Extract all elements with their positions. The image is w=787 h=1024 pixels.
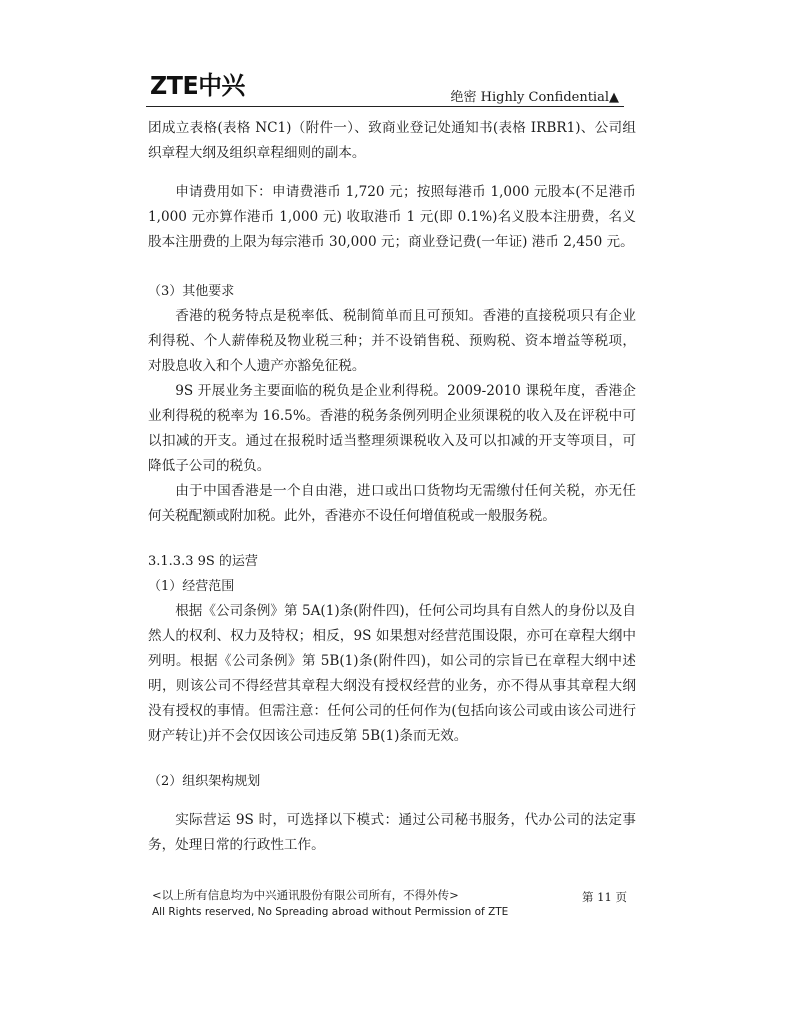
footer-notice-chinese: <以上所有信息均为中兴通讯股份有限公司所有，不得外传> bbox=[152, 888, 459, 902]
footer-notice-english: All Rights reserved, No Spreading abroad without Permission of ZTE bbox=[152, 906, 509, 918]
paragraph-tax-features: 香港的税务特点是税率低、税制简单而且可预知。香港的直接税项只有企业利得税、个人薪俸税及物业税三种；并不设销售税、预购税、资本增益等税项，对股息收入和个人遗产亦豁免征税。 bbox=[148, 308, 636, 374]
document-body bbox=[148, 116, 636, 858]
section-heading-operations: 3.1.3.3 9S 的运营 bbox=[148, 554, 258, 569]
paragraph-free-port: 由于中国香港是一个自由港，进口或出口货物均无需缴付任何关税，亦无任何关税配额或附加税。此外，香港亦不设任何增值税或一般服务税。 bbox=[148, 483, 636, 524]
paragraph-company-secretary: 实际营运 9S 时，可选择以下模式：通过公司秘书服务，代办公司的法定事务，处理日常的行政性工作。 bbox=[148, 812, 636, 853]
page-number: 第 11 页 bbox=[582, 890, 627, 904]
paragraph-profits-tax: 9S 开展业务主要面临的税负是企业利得税。2009-2010 课税年度，香港企业利得税的税率为 16.5%。香港的税务条例列明企业须课税的收入及在评税中可以扣减的开支。通过在报税时适当整理须课税收入及可以扣减的开支等项目，可降低子公司的税负。 bbox=[148, 383, 636, 474]
zte-logo: ZTE中兴 bbox=[150, 71, 245, 100]
section-heading-organization-structure: （2）组织架构规划 bbox=[148, 774, 261, 789]
section-heading-other-requirements: （3）其他要求 bbox=[148, 284, 235, 299]
header-divider bbox=[146, 106, 624, 107]
footer-notice bbox=[152, 887, 508, 921]
paragraph-application-fees: 申请费用如下：申请费港币 1,720 元；按照每港币 1,000 元股本(不足港币 1,000 元亦算作港币 1,000 元) 收取港币 1 元(即 0.1%)名义股本注册费，名义股本注册费的上限为每宗港币 30,000 元；商业登记费(一年证) 港币 2,450 元。 bbox=[148, 184, 636, 250]
paragraph-registration-forms: 团成立表格(表格 NC1)（附件一）、致商业登记处通知书(表格 IRBR1)、公司组织章程大纲及组织章程细则的副本。 bbox=[148, 120, 636, 161]
section-heading-business-scope: （1）经营范围 bbox=[148, 579, 235, 594]
paragraph-companies-ordinance: 根据《公司条例》第 5A(1)条(附件四)，任何公司均具有自然人的身份以及自然人的权利、权力及特权；相反，9S 如果想对经营范围设限，亦可在章程大纲中列明。根据《公司条例》第 5B(1)条(附件四)，如公司的宗旨已在章程大纲中述明，则该公司不得经营其章程大纲没有授权经营的业务，亦不得从事其章程大纲没有授权的事情。但需注意：任何公司的任何作为(包括向该公司或由该公司进行财产转让)并不会仅因该公司违反第 5B(1)条而无效。 bbox=[148, 603, 636, 744]
confidentiality-label: 绝密 Highly Confidential▲ bbox=[450, 90, 619, 105]
